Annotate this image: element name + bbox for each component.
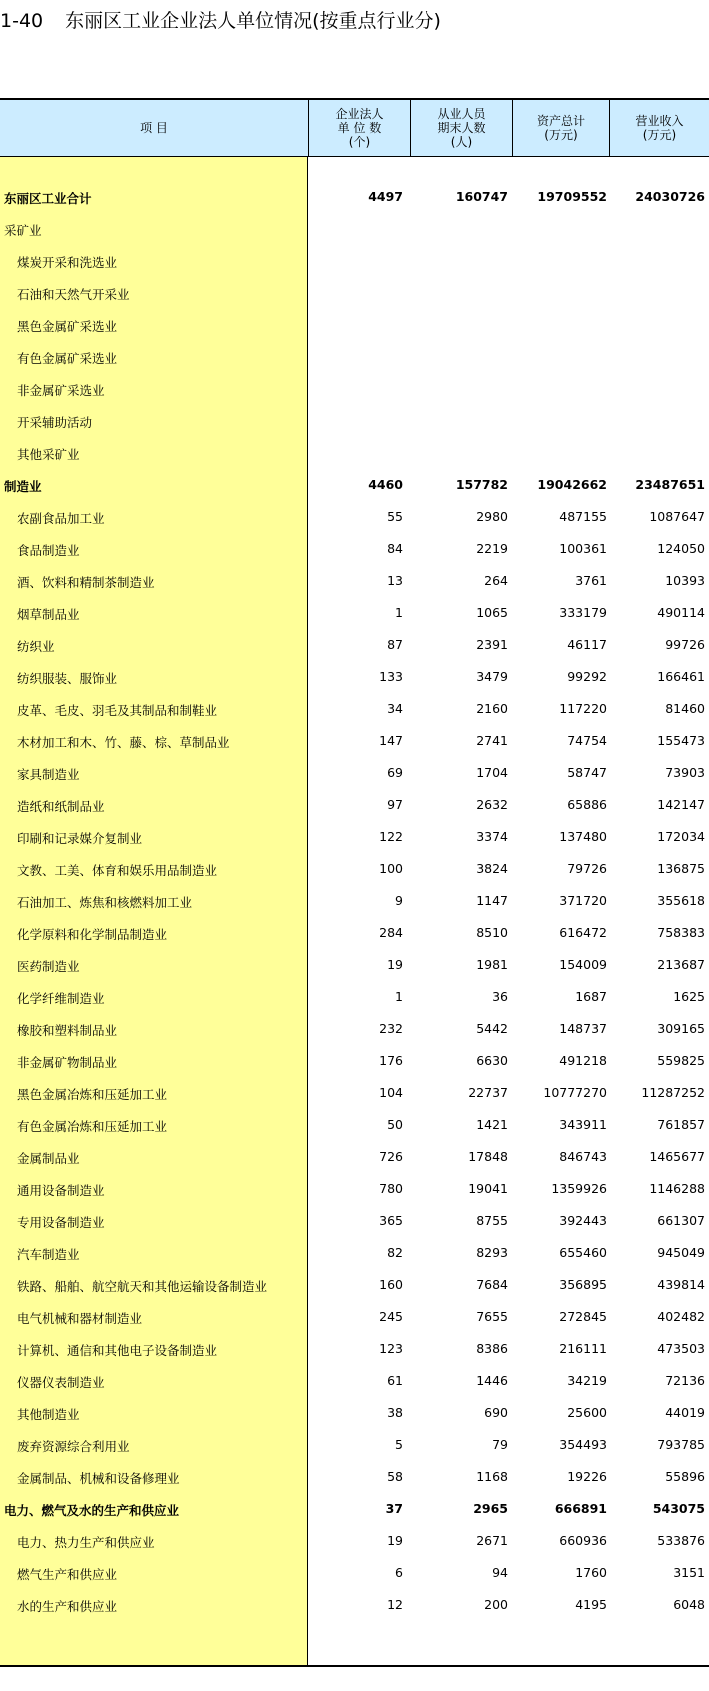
cell-total-assets: 46117 — [567, 637, 607, 652]
header-revenue — [609, 100, 709, 156]
table-row — [0, 245, 709, 277]
header-enterprise-count — [308, 100, 410, 156]
cell-enterprise-count: 4497 — [368, 189, 403, 204]
row-label: 水的生产和供应业 — [17, 1599, 118, 1614]
cell-employees: 3479 — [476, 669, 508, 684]
row-label: 电力、热力生产和供应业 — [17, 1535, 155, 1550]
cell-enterprise-count: 160 — [379, 1277, 403, 1292]
cell-revenue: 73903 — [665, 765, 705, 780]
cell-enterprise-count: 19 — [387, 957, 403, 972]
page-title — [0, 6, 441, 33]
cell-employees: 2965 — [473, 1501, 508, 1516]
cell-revenue: 661307 — [657, 1213, 705, 1228]
cell-total-assets: 333179 — [559, 605, 607, 620]
cell-total-assets: 19042662 — [537, 477, 607, 492]
row-label: 通用设备制造业 — [17, 1183, 105, 1198]
table-row — [0, 981, 709, 1013]
table-row — [0, 501, 709, 533]
cell-total-assets: 117220 — [559, 701, 607, 716]
row-label: 烟草制品业 — [17, 607, 80, 622]
row-label: 化学原料和化学制品制造业 — [17, 927, 168, 942]
cell-revenue: 761857 — [657, 1117, 705, 1132]
cell-enterprise-count: 84 — [387, 541, 403, 556]
cell-total-assets: 216111 — [559, 1341, 607, 1356]
cell-employees: 8755 — [476, 1213, 508, 1228]
cell-total-assets: 392443 — [559, 1213, 607, 1228]
cell-revenue: 166461 — [657, 669, 705, 684]
cell-total-assets: 272845 — [559, 1309, 607, 1324]
cell-enterprise-count: 37 — [385, 1501, 403, 1516]
cell-employees: 8293 — [476, 1245, 508, 1260]
cell-employees: 1168 — [476, 1469, 508, 1484]
cell-revenue: 543075 — [652, 1501, 705, 1516]
table-row — [0, 1109, 709, 1141]
cell-total-assets: 154009 — [559, 957, 607, 972]
row-label: 电气机械和器材制造业 — [17, 1311, 143, 1326]
cell-enterprise-count: 133 — [379, 669, 403, 684]
table-row — [0, 917, 709, 949]
cell-revenue: 1625 — [673, 989, 705, 1004]
cell-enterprise-count: 13 — [387, 573, 403, 588]
row-label: 化学纤维制造业 — [17, 991, 105, 1006]
row-label: 计算机、通信和其他电子设备制造业 — [17, 1343, 218, 1358]
cell-employees: 7684 — [476, 1277, 508, 1292]
cell-total-assets: 356895 — [559, 1277, 607, 1292]
cell-total-assets: 99292 — [567, 669, 607, 684]
table-row — [0, 533, 709, 565]
cell-revenue: 172034 — [657, 829, 705, 844]
cell-total-assets: 34219 — [567, 1373, 607, 1388]
cell-total-assets: 846743 — [559, 1149, 607, 1164]
header-total-assets-label: 资产总计 (万元) — [536, 114, 585, 142]
table-row — [0, 1461, 709, 1493]
table-row — [0, 693, 709, 725]
header-enterprise-count-label: 企业法人 单 位 数 (个) — [335, 107, 384, 149]
cell-revenue: 1146288 — [649, 1181, 705, 1196]
row-label: 石油和天然气开采业 — [17, 287, 130, 302]
cell-employees: 2391 — [476, 637, 508, 652]
table-row — [0, 725, 709, 757]
table-row — [0, 405, 709, 437]
table-row — [0, 1013, 709, 1045]
cell-total-assets: 354493 — [559, 1437, 607, 1452]
header-total-assets — [512, 100, 609, 156]
table-header — [0, 98, 709, 157]
cell-enterprise-count: 232 — [379, 1021, 403, 1036]
cell-employees: 6630 — [476, 1053, 508, 1068]
cell-revenue: 6048 — [673, 1597, 705, 1612]
cell-total-assets: 660936 — [559, 1533, 607, 1548]
cell-enterprise-count: 122 — [379, 829, 403, 844]
cell-enterprise-count: 176 — [379, 1053, 403, 1068]
cell-enterprise-count: 365 — [379, 1213, 403, 1228]
cell-employees: 36 — [492, 989, 508, 1004]
cell-employees: 2741 — [476, 733, 508, 748]
table-row — [0, 1365, 709, 1397]
cell-revenue: 473503 — [657, 1341, 705, 1356]
cell-total-assets: 1687 — [575, 989, 607, 1004]
cell-revenue: 142147 — [657, 797, 705, 812]
row-label: 皮革、毛皮、羽毛及其制品和制鞋业 — [17, 703, 218, 718]
row-label: 采矿业 — [4, 223, 42, 238]
cell-revenue: 1465677 — [649, 1149, 705, 1164]
row-label: 医药制造业 — [17, 959, 80, 974]
row-label: 纺织服装、服饰业 — [17, 671, 118, 686]
cell-employees: 1704 — [476, 765, 508, 780]
header-revenue-label: 营业收入 (万元) — [635, 114, 684, 142]
table-row — [0, 277, 709, 309]
cell-total-assets: 1359926 — [551, 1181, 607, 1196]
cell-employees: 160747 — [455, 189, 508, 204]
cell-employees: 264 — [484, 573, 508, 588]
cell-enterprise-count: 245 — [379, 1309, 403, 1324]
row-label: 燃气生产和供应业 — [17, 1567, 118, 1582]
cell-total-assets: 371720 — [559, 893, 607, 908]
cell-revenue: 11287252 — [641, 1085, 705, 1100]
cell-revenue: 439814 — [657, 1277, 705, 1292]
table-row — [0, 949, 709, 981]
header-item — [0, 100, 308, 156]
cell-enterprise-count: 12 — [387, 1597, 403, 1612]
cell-employees: 157782 — [455, 477, 508, 492]
row-label: 橡胶和塑料制品业 — [17, 1023, 118, 1038]
cell-employees: 3824 — [476, 861, 508, 876]
table-rows — [0, 181, 709, 1621]
cell-revenue: 3151 — [673, 1565, 705, 1580]
cell-total-assets: 58747 — [567, 765, 607, 780]
header-employees-label: 从业人员 期末人数 (人) — [437, 107, 486, 149]
cell-revenue: 559825 — [657, 1053, 705, 1068]
cell-enterprise-count: 780 — [379, 1181, 403, 1196]
cell-revenue: 945049 — [657, 1245, 705, 1260]
cell-total-assets: 4195 — [575, 1597, 607, 1612]
cell-total-assets: 10777270 — [543, 1085, 607, 1100]
cell-revenue: 72136 — [665, 1373, 705, 1388]
cell-enterprise-count: 87 — [387, 637, 403, 652]
cell-total-assets: 487155 — [559, 509, 607, 524]
table-row — [0, 565, 709, 597]
cell-employees: 8510 — [476, 925, 508, 940]
cell-total-assets: 137480 — [559, 829, 607, 844]
cell-total-assets: 148737 — [559, 1021, 607, 1036]
table-row — [0, 1493, 709, 1525]
table-row — [0, 1333, 709, 1365]
cell-enterprise-count: 147 — [379, 733, 403, 748]
cell-employees: 690 — [484, 1405, 508, 1420]
table-row — [0, 1077, 709, 1109]
row-label: 开采辅助活动 — [17, 415, 93, 430]
cell-total-assets: 19709552 — [537, 189, 607, 204]
row-label: 印刷和记录媒介复制业 — [17, 831, 143, 846]
cell-enterprise-count: 726 — [379, 1149, 403, 1164]
cell-enterprise-count: 1 — [395, 989, 403, 1004]
table-number: 1-40 — [0, 10, 44, 32]
cell-revenue: 213687 — [657, 957, 705, 972]
cell-revenue: 24030726 — [635, 189, 705, 204]
row-label: 黑色金属矿采选业 — [17, 319, 118, 334]
cell-total-assets: 79726 — [567, 861, 607, 876]
cell-employees: 8386 — [476, 1341, 508, 1356]
row-label: 金属制品、机械和设备修理业 — [17, 1471, 180, 1486]
cell-enterprise-count: 6 — [395, 1565, 403, 1580]
cell-enterprise-count: 97 — [387, 797, 403, 812]
table-row — [0, 213, 709, 245]
table-row — [0, 1525, 709, 1557]
cell-employees: 22737 — [468, 1085, 508, 1100]
cell-employees: 3374 — [476, 829, 508, 844]
cell-employees: 2160 — [476, 701, 508, 716]
row-label: 制造业 — [4, 479, 42, 494]
cell-revenue: 355618 — [657, 893, 705, 908]
data-table — [0, 98, 709, 1667]
cell-revenue: 793785 — [657, 1437, 705, 1452]
cell-employees: 5442 — [476, 1021, 508, 1036]
table-row — [0, 341, 709, 373]
cell-revenue: 490114 — [657, 605, 705, 620]
cell-employees: 1065 — [476, 605, 508, 620]
cell-employees: 19041 — [468, 1181, 508, 1196]
cell-revenue: 44019 — [665, 1405, 705, 1420]
table-row — [0, 629, 709, 661]
row-label: 其他制造业 — [17, 1407, 80, 1422]
table-row — [0, 309, 709, 341]
row-label: 废弃资源综合利用业 — [17, 1439, 130, 1454]
table-row — [0, 1237, 709, 1269]
cell-revenue: 1087647 — [649, 509, 705, 524]
table-row — [0, 1045, 709, 1077]
table-row — [0, 885, 709, 917]
table-row — [0, 1205, 709, 1237]
cell-total-assets: 25600 — [567, 1405, 607, 1420]
cell-employees: 1446 — [476, 1373, 508, 1388]
row-label: 酒、饮料和精制茶制造业 — [17, 575, 155, 590]
cell-revenue: 758383 — [657, 925, 705, 940]
cell-enterprise-count: 4460 — [368, 477, 403, 492]
cell-employees: 2980 — [476, 509, 508, 524]
row-label: 黑色金属冶炼和压延加工业 — [17, 1087, 168, 1102]
cell-employees: 2219 — [476, 541, 508, 556]
table-row — [0, 1429, 709, 1461]
cell-total-assets: 3761 — [575, 573, 607, 588]
cell-total-assets: 655460 — [559, 1245, 607, 1260]
cell-employees: 200 — [484, 1597, 508, 1612]
cell-revenue: 99726 — [665, 637, 705, 652]
cell-enterprise-count: 9 — [395, 893, 403, 908]
row-label: 专用设备制造业 — [17, 1215, 105, 1230]
table-title: 东丽区工业企业法人单位情况(按重点行业分) — [65, 10, 441, 32]
cell-enterprise-count: 55 — [387, 509, 403, 524]
table-body — [0, 157, 709, 1667]
table-row — [0, 757, 709, 789]
cell-enterprise-count: 61 — [387, 1373, 403, 1388]
cell-enterprise-count: 38 — [387, 1405, 403, 1420]
header-employees — [410, 100, 512, 156]
cell-total-assets: 65886 — [567, 797, 607, 812]
header-item-label: 项 目 — [140, 121, 168, 135]
cell-revenue: 136875 — [657, 861, 705, 876]
cell-enterprise-count: 104 — [379, 1085, 403, 1100]
table-row — [0, 853, 709, 885]
cell-revenue: 124050 — [657, 541, 705, 556]
row-label: 煤炭开采和洗选业 — [17, 255, 118, 270]
cell-revenue: 23487651 — [635, 477, 705, 492]
cell-revenue: 309165 — [657, 1021, 705, 1036]
row-label: 金属制品业 — [17, 1151, 80, 1166]
table-row — [0, 597, 709, 629]
row-label: 家具制造业 — [17, 767, 80, 782]
row-label: 有色金属矿采选业 — [17, 351, 118, 366]
cell-revenue: 155473 — [657, 733, 705, 748]
cell-enterprise-count: 123 — [379, 1341, 403, 1356]
row-label: 木材加工和木、竹、藤、棕、草制品业 — [17, 735, 230, 750]
row-label: 非金属矿采选业 — [17, 383, 105, 398]
row-label: 其他采矿业 — [17, 447, 80, 462]
row-label: 汽车制造业 — [17, 1247, 80, 1262]
table-row — [0, 1141, 709, 1173]
table-row — [0, 661, 709, 693]
cell-employees: 17848 — [468, 1149, 508, 1164]
table-row — [0, 373, 709, 405]
cell-enterprise-count: 50 — [387, 1117, 403, 1132]
cell-total-assets: 616472 — [559, 925, 607, 940]
table-row — [0, 1589, 709, 1621]
cell-revenue: 402482 — [657, 1309, 705, 1324]
cell-employees: 79 — [492, 1437, 508, 1452]
table-row — [0, 1557, 709, 1589]
cell-enterprise-count: 284 — [379, 925, 403, 940]
table-row — [0, 469, 709, 501]
row-label: 石油加工、炼焦和核燃料加工业 — [17, 895, 193, 910]
cell-employees: 94 — [492, 1565, 508, 1580]
cell-employees: 7655 — [476, 1309, 508, 1324]
row-label: 铁路、船舶、航空航天和其他运输设备制造业 — [17, 1279, 268, 1294]
row-label: 食品制造业 — [17, 543, 80, 558]
table-row — [0, 789, 709, 821]
row-label: 农副食品加工业 — [17, 511, 105, 526]
table-row — [0, 181, 709, 213]
row-label: 电力、燃气及水的生产和供应业 — [4, 1503, 180, 1518]
cell-total-assets: 1760 — [575, 1565, 607, 1580]
row-label: 有色金属冶炼和压延加工业 — [17, 1119, 168, 1134]
cell-employees: 1421 — [476, 1117, 508, 1132]
row-label: 非金属矿物制品业 — [17, 1055, 118, 1070]
cell-enterprise-count: 82 — [387, 1245, 403, 1260]
cell-enterprise-count: 19 — [387, 1533, 403, 1548]
cell-enterprise-count: 1 — [395, 605, 403, 620]
cell-total-assets: 343911 — [559, 1117, 607, 1132]
cell-employees: 1147 — [476, 893, 508, 908]
row-label: 东丽区工业合计 — [4, 191, 92, 206]
row-label: 造纸和纸制品业 — [17, 799, 105, 814]
cell-employees: 2632 — [476, 797, 508, 812]
cell-total-assets: 74754 — [567, 733, 607, 748]
cell-enterprise-count: 69 — [387, 765, 403, 780]
cell-enterprise-count: 34 — [387, 701, 403, 716]
cell-employees: 2671 — [476, 1533, 508, 1548]
cell-enterprise-count: 5 — [395, 1437, 403, 1452]
cell-employees: 1981 — [476, 957, 508, 972]
cell-enterprise-count: 58 — [387, 1469, 403, 1484]
cell-total-assets: 666891 — [554, 1501, 607, 1516]
table-row — [0, 1397, 709, 1429]
table-row — [0, 1173, 709, 1205]
table-row — [0, 1301, 709, 1333]
cell-total-assets: 19226 — [567, 1469, 607, 1484]
cell-revenue: 81460 — [665, 701, 705, 716]
row-label: 文教、工美、体育和娱乐用品制造业 — [17, 863, 218, 878]
row-label: 仪器仪表制造业 — [17, 1375, 105, 1390]
cell-revenue: 533876 — [657, 1533, 705, 1548]
cell-total-assets: 491218 — [559, 1053, 607, 1068]
row-label: 纺织业 — [17, 639, 55, 654]
table-row — [0, 437, 709, 469]
table-row — [0, 1269, 709, 1301]
cell-enterprise-count: 100 — [379, 861, 403, 876]
cell-total-assets: 100361 — [559, 541, 607, 556]
cell-revenue: 55896 — [665, 1469, 705, 1484]
table-row — [0, 821, 709, 853]
cell-revenue: 10393 — [665, 573, 705, 588]
